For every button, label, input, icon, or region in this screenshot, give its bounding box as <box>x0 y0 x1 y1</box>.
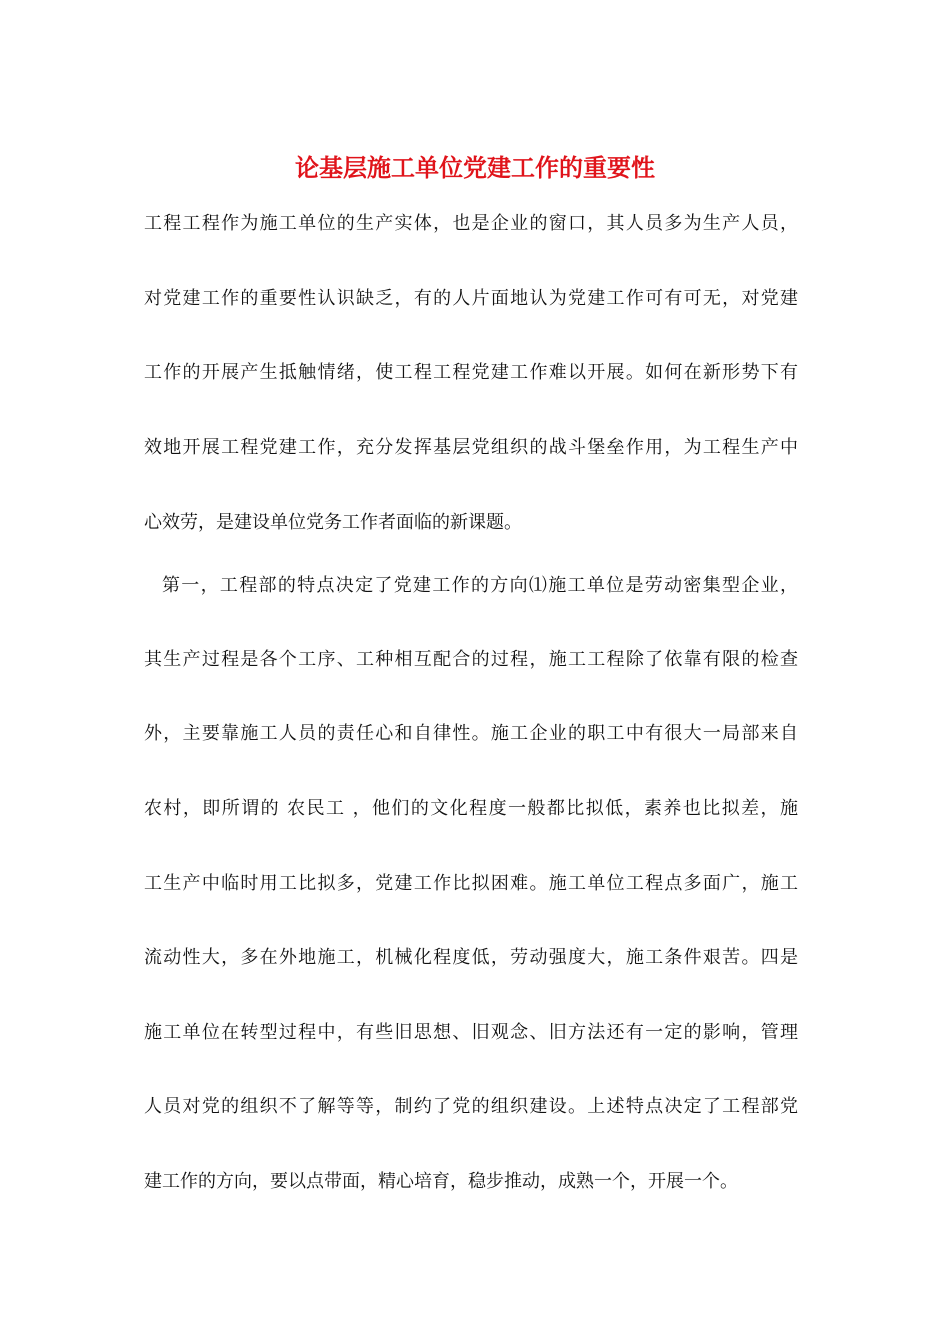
paragraph-2-line-5: 工生产中临时用工比拟多，党建工作比拟困难。施工单位工程点多面广，施工 <box>144 873 798 894</box>
paragraph-1-line-2: 对党建工作的重要性认识缺乏，有的人片面地认为党建工作可有可无，对党建 <box>144 288 798 309</box>
paragraph-1-line-3: 工作的开展产生抵触情绪，使工程工程党建工作难以开展。如何在新形势下有 <box>144 362 798 383</box>
document-title: 论基层施工单位党建工作的重要性 <box>295 153 655 182</box>
paragraph-2-line-1: 第一，工程部的特点决定了党建工作的方向⑴施工单位是劳动密集型企业， <box>162 575 798 596</box>
paragraph-1-line-5: 心效劳，是建设单位党务工作者面临的新课题。 <box>144 512 522 533</box>
paragraph-2-line-3: 外，主要靠施工人员的责任心和自律性。施工企业的职工中有很大一局部来自 <box>144 723 798 744</box>
paragraph-2-line-2: 其生产过程是各个工序、工种相互配合的过程，施工工程除了依靠有限的检查 <box>144 649 798 670</box>
paragraph-2-line-4: 农村，即所谓的 农民工 ，他们的文化程度一般都比拟低，素养也比拟差，施 <box>144 798 798 819</box>
paragraph-1-line-1: 工程工程作为施工单位的生产实体，也是企业的窗口，其人员多为生产人员， <box>144 213 798 234</box>
paragraph-2-line-6: 流动性大，多在外地施工，机械化程度低，劳动强度大，施工条件艰苦。四是 <box>144 947 798 968</box>
paragraph-2-line-9: 建工作的方向，要以点带面，精心培育，稳步推动，成熟一个，开展一个。 <box>144 1171 738 1192</box>
paragraph-1-line-4: 效地开展工程党建工作，充分发挥基层党组织的战斗堡垒作用，为工程生产中 <box>144 437 798 458</box>
paragraph-2-line-8: 人员对党的组织不了解等等，制约了党的组织建设。上述特点决定了工程部党 <box>144 1096 798 1117</box>
paragraph-2-line-7: 施工单位在转型过程中，有些旧思想、旧观念、旧方法还有一定的影响，管理 <box>144 1022 798 1043</box>
